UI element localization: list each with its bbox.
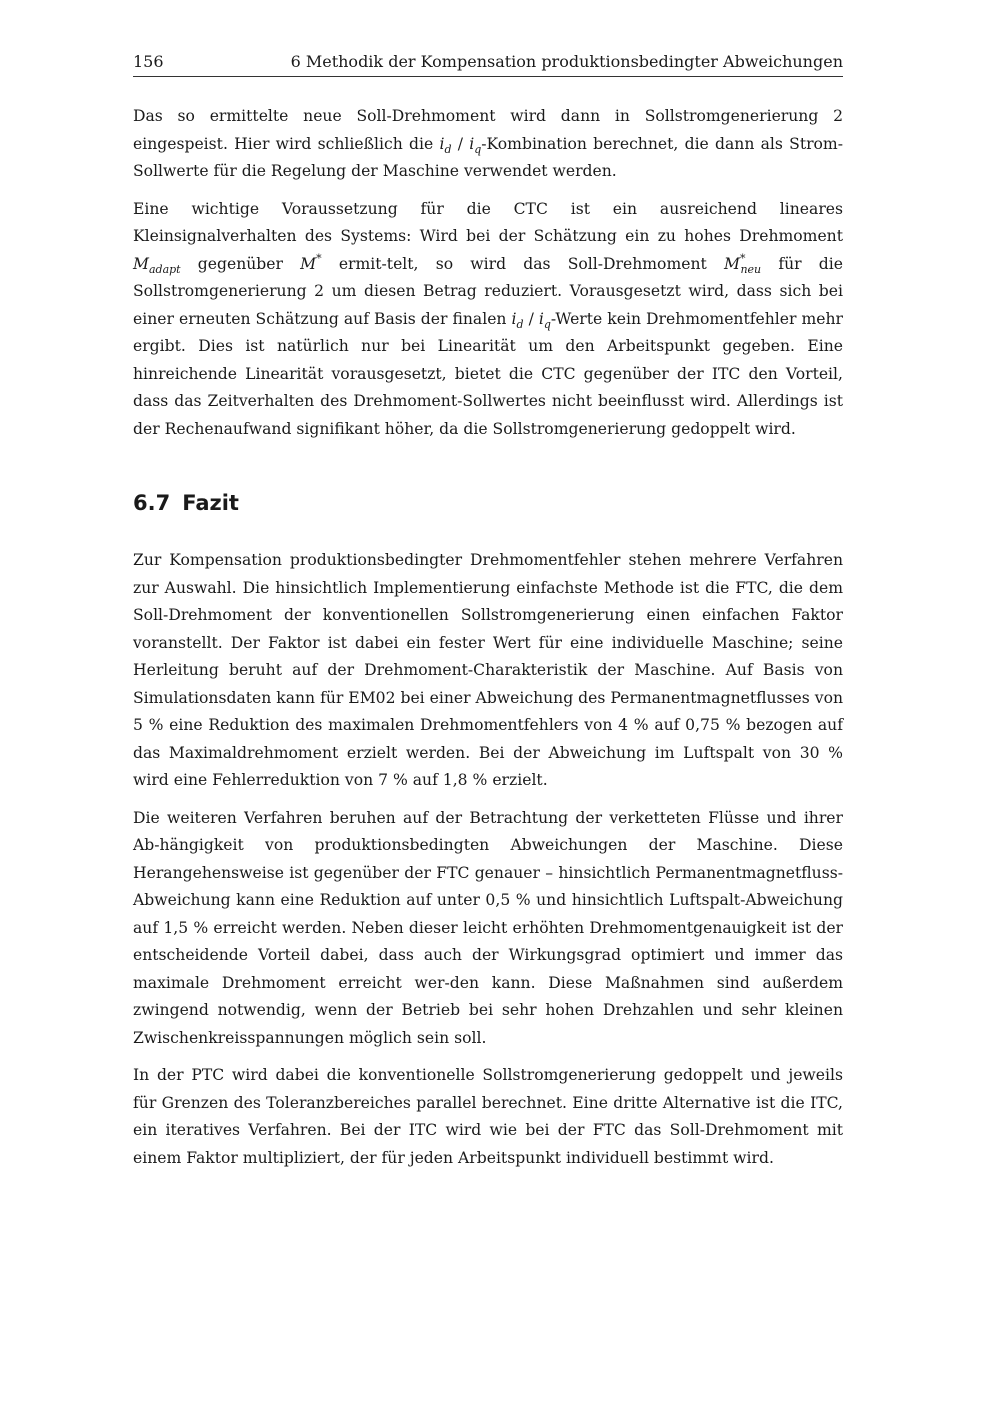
- math-superscript: *: [739, 251, 746, 265]
- text-run: gegenüber: [180, 254, 301, 273]
- math-m-star: [300, 251, 322, 273]
- math-subscript: q: [474, 142, 482, 156]
- math-subscript: adapt: [148, 262, 181, 276]
- math-symbol: i: [469, 134, 475, 153]
- math-m-adapt: [133, 254, 181, 276]
- running-header: [133, 50, 843, 77]
- fazit-paragraph-3: In der PTC wird dabei die konventionelle Sollstromgenerierung gedoppelt und jeweils für Grenzen des Toleranzbereiches parallel berechnet. Eine dritte Alternative ist die ITC, ein iteratives Verfahren. Bei der ITC wird wie bei der FTC das Soll-Drehmoment mit einem Faktor multipliziert, der für jeden Arbeitspunkt individuell bestimmt wird.: [133, 1066, 843, 1167]
- fazit-paragraph-2: Die weiteren Verfahren beruhen auf der Betrachtung der verketteten Flüsse und ihrer Ab-hängigkeit von produktionsbedingten Abweichungen der Maschine. Diese Herangehensweise ist gegenüber der FTC genauer – hinsichtlich Permanentmagnetfluss-Abweichung kann eine Reduktion auf unter 0,5 % und hinsichtlich Luftspalt-Abweichung auf 1,5 % erreicht werden. Neben dieser leicht erhöhten Drehmomentgenauigkeit ist der entscheidende Vorteil dabei, dass auch der Wirkungsgrad optimiert und immer das maximale Drehmoment erreicht wer-den kann. Diese Maßnahmen sind außerdem zwingend notwendig, wenn der Betrieb bei sehr hohen Drehzahlen und sehr kleinen Zwischenkreisspannungen möglich sein soll.: [133, 808, 843, 1047]
- section-number: 6.7: [133, 491, 171, 515]
- math-symbol: M: [723, 254, 740, 273]
- math-i-d: [439, 134, 452, 156]
- fazit-paragraph-1: Zur Kompensation produktionsbedingter Drehmomentfehler stehen mehrere Verfahren zur Auswahl. Die hinsichtlich Implementierung einfachste Methode ist die FTC, die dem Soll-Drehmoment der konventionellen Sollstromgenerierung einen einfachen Faktor voranstellt. Der Faktor ist dabei ein fester Wert für eine individuelle Maschine; seine Herleitung beruht auf der Drehmoment-Charakteristik der Maschine. Auf Basis von Simulationsdaten kann für EM02 bei einer Abweichung des Permanentmagnetflusses von 5 % eine Reduktion des maximalen Drehmomentfehlers von 4 % auf 0,75 % bezogen auf das Maximaldrehmoment erzielt werden. Bei der Abweichung im Luftspalt von 30 % wird eine Fehlerreduktion von 7 % auf 1,8 % erzielt.: [133, 551, 843, 789]
- text-run: ermit-telt, so wird das Soll-Drehmoment: [321, 254, 724, 273]
- math-subscript: d: [444, 142, 452, 156]
- chapter-title: 6 Methodik der Kompensation produktionsbedingter Abweichungen: [290, 52, 843, 71]
- page-number: 156: [133, 52, 164, 71]
- math-i-q: [538, 309, 551, 331]
- text-run: -Kombination berechnet, die dann als Strom-Sollwerte für die Regelung der Maschine verwendet werden.: [133, 134, 843, 180]
- math-subscript: q: [543, 317, 551, 331]
- math-i-d: [511, 309, 524, 331]
- math-symbol: M: [133, 254, 149, 273]
- text-run: Das so ermittelte neue Soll-Drehmoment wird dann in Sollstromgenerierung 2 eingespeist. Hier wird schließlich die: [133, 107, 843, 153]
- math-m-neu-star: [723, 251, 762, 276]
- math-subscript: neu: [740, 262, 762, 276]
- intro-paragraph-1: [133, 103, 843, 186]
- math-superscript: *: [316, 251, 322, 265]
- text-run: für die Sollstromgenerierung 2 um diesen Betrag reduziert. Vorausgesetzt wird, dass sich bei einer erneuten Schätzung auf Basis der finalen: [133, 254, 843, 328]
- math-symbol: i: [511, 309, 517, 328]
- section-title: Fazit: [182, 491, 239, 515]
- section-heading: [133, 489, 843, 517]
- text-run: Eine wichtige Voraussetzung für die CTC ist ein ausreichend lineares Kleinsignalverhalten des Systems: Wird bei der Schätzung ein zu hohes Drehmoment: [133, 199, 843, 245]
- math-subscript: d: [516, 317, 524, 331]
- math-symbol: i: [538, 309, 544, 328]
- math-slash: /: [523, 309, 539, 328]
- math-symbol: i: [439, 134, 445, 153]
- intro-paragraph-2: [133, 196, 843, 444]
- math-slash: /: [451, 134, 470, 153]
- math-i-q: [469, 134, 482, 156]
- text-run: -Werte kein Drehmomentfehler mehr ergibt. Dies ist natürlich nur bei Linearität um den Arbeitspunkt gegeben. Eine hinreichende Linearität vorausgesetzt, bietet die CTC gegenüber der ITC den Vorteil, dass das Zeitverhalten des Drehmoment-Sollwertes nicht beeinflusst wird. Allerdings ist der Rechenaufwand signifikant höher, da die Sollstromgenerierung gedoppelt wird.: [133, 309, 843, 438]
- math-symbol: M: [300, 254, 317, 273]
- page-content: [133, 103, 843, 1182]
